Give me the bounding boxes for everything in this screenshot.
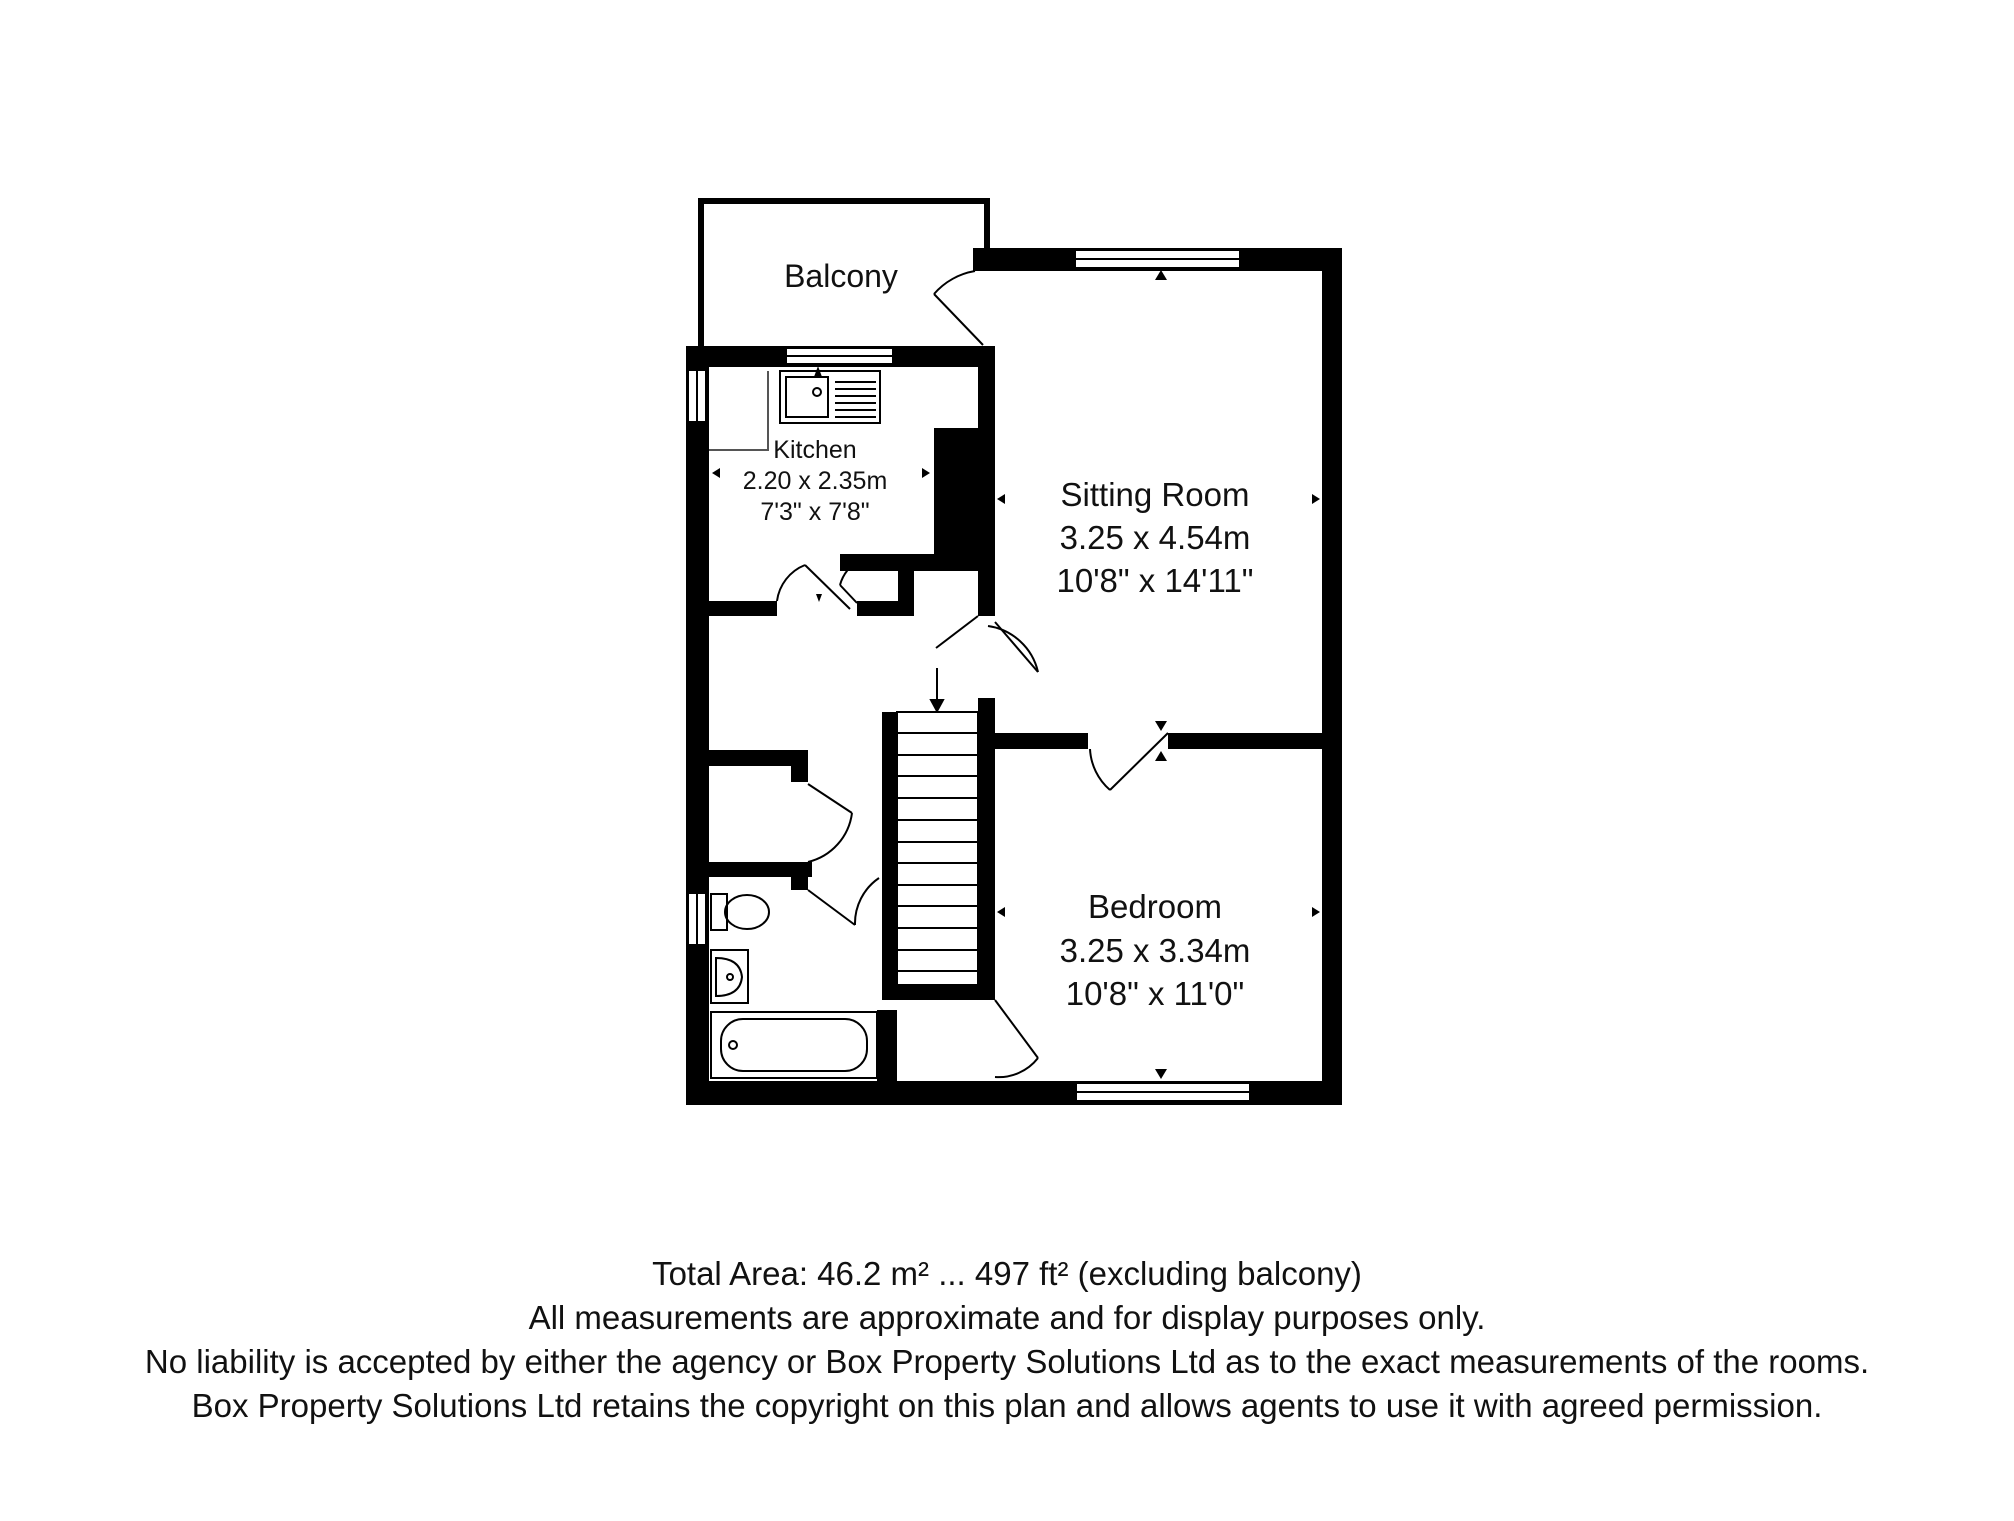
bedroom-name: Bedroom xyxy=(1088,888,1222,925)
kitchen-worktop xyxy=(709,371,768,450)
total-area-text: Total Area: 46.2 m² ... 497 ft² (excluding balcony) xyxy=(652,1255,1362,1292)
stairs-icon xyxy=(897,668,978,985)
balcony-name: Balcony xyxy=(784,258,898,294)
toilet-icon xyxy=(711,894,769,930)
kitchen-metric: 2.20 x 2.35m xyxy=(742,467,888,495)
sink-icon xyxy=(780,369,880,423)
liability-note-text: No liability is accepted by either the agency or Box Property Solutions Ltd as to the exact measurements of the rooms. xyxy=(144,1343,1870,1380)
sitting-room-name: Sitting Room xyxy=(1060,476,1250,513)
kitchen-name: Kitchen xyxy=(773,436,857,464)
copyright-note-text: Box Property Solutions Ltd retains the copyright on this plan and allows agents to use it with agreed permission. xyxy=(191,1387,1823,1424)
plan-footer xyxy=(0,1252,2014,1428)
bath-icon xyxy=(711,1012,877,1078)
bedroom-metric: 3.25 x 3.34m xyxy=(1059,932,1251,969)
sitting-room-metric: 3.25 x 4.54m xyxy=(1059,519,1251,556)
basin-icon xyxy=(711,950,748,1003)
approx-note-text: All measurements are approximate and for display purposes only. xyxy=(528,1299,1486,1336)
kitchen-imperial: 7'3" x 7'8" xyxy=(760,498,870,526)
bedroom-imperial: 10'8" x 11'0" xyxy=(1065,975,1245,1012)
window-icon xyxy=(688,250,1250,1101)
sitting-room-imperial: 10'8" x 14'11" xyxy=(1056,562,1254,599)
